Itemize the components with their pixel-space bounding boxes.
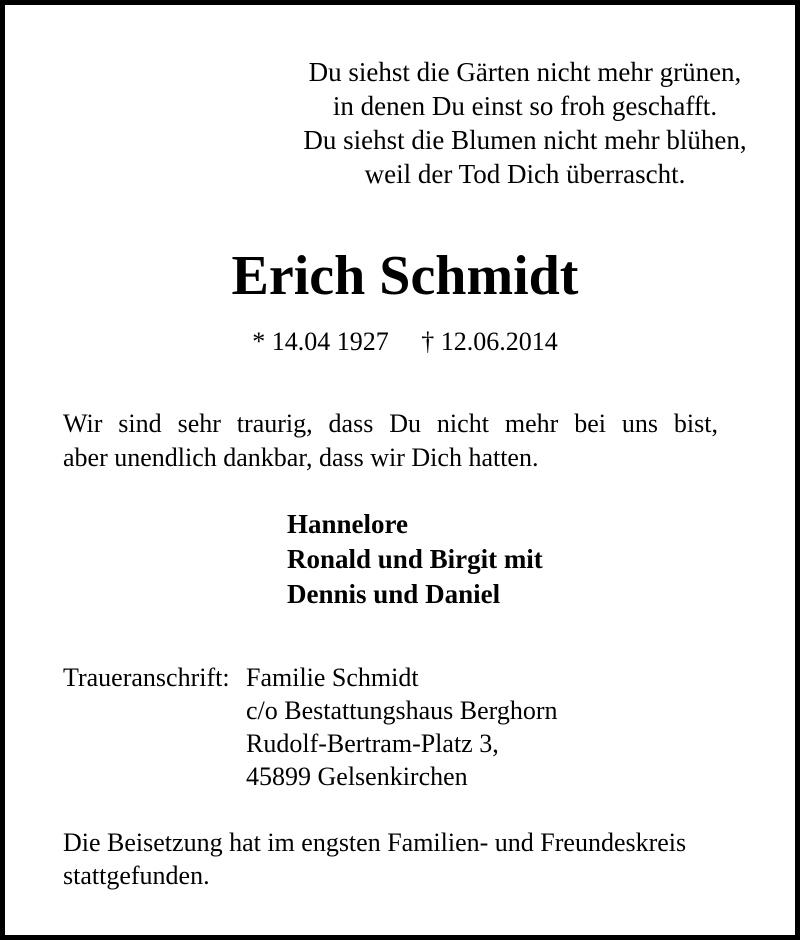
mourners-list <box>287 507 543 612</box>
mourner-name: Hannelore <box>287 509 408 539</box>
burial-notice <box>63 826 753 892</box>
deceased-name: Erich Schmidt <box>231 245 579 307</box>
mourner-name: Dennis und Daniel <box>287 579 501 609</box>
tribute-line: Wir sind sehr traurig, dass Du nicht mehr bei uns bist, <box>63 409 718 438</box>
burial-line: Die Beisetzung hat im engsten Familien- und Freundeskreis <box>63 828 687 857</box>
life-dates <box>5 325 800 359</box>
memorial-poem <box>250 55 800 191</box>
address-lines <box>246 661 646 793</box>
poem-line: Du siehst die Gärten nicht mehr grünen, <box>308 57 742 87</box>
birth-date: * 14.04 1927 <box>252 327 389 356</box>
burial-line: stattgefunden. <box>63 861 210 890</box>
address-line: 45899 Gelsenkirchen <box>246 762 468 791</box>
poem-line: weil der Tod Dich überrascht. <box>364 159 686 189</box>
address-line: c/o Bestattungshaus Berghorn <box>246 696 558 725</box>
tribute-text <box>63 407 718 475</box>
address-line: Familie Schmidt <box>246 663 419 692</box>
mourner-name: Ronald und Birgit mit <box>287 544 543 574</box>
poem-line: in denen Du einst so froh geschafft. <box>332 91 718 121</box>
death-date: † 12.06.2014 <box>421 327 558 356</box>
tribute-line: aber unendlich dankbar, dass wir Dich hatten. <box>63 443 539 472</box>
poem-line: Du siehst die Blumen nicht mehr blühen, <box>303 125 747 155</box>
address-line: Rudolf-Bertram-Platz 3, <box>246 729 499 758</box>
address-label: Traueranschrift: <box>63 663 230 692</box>
